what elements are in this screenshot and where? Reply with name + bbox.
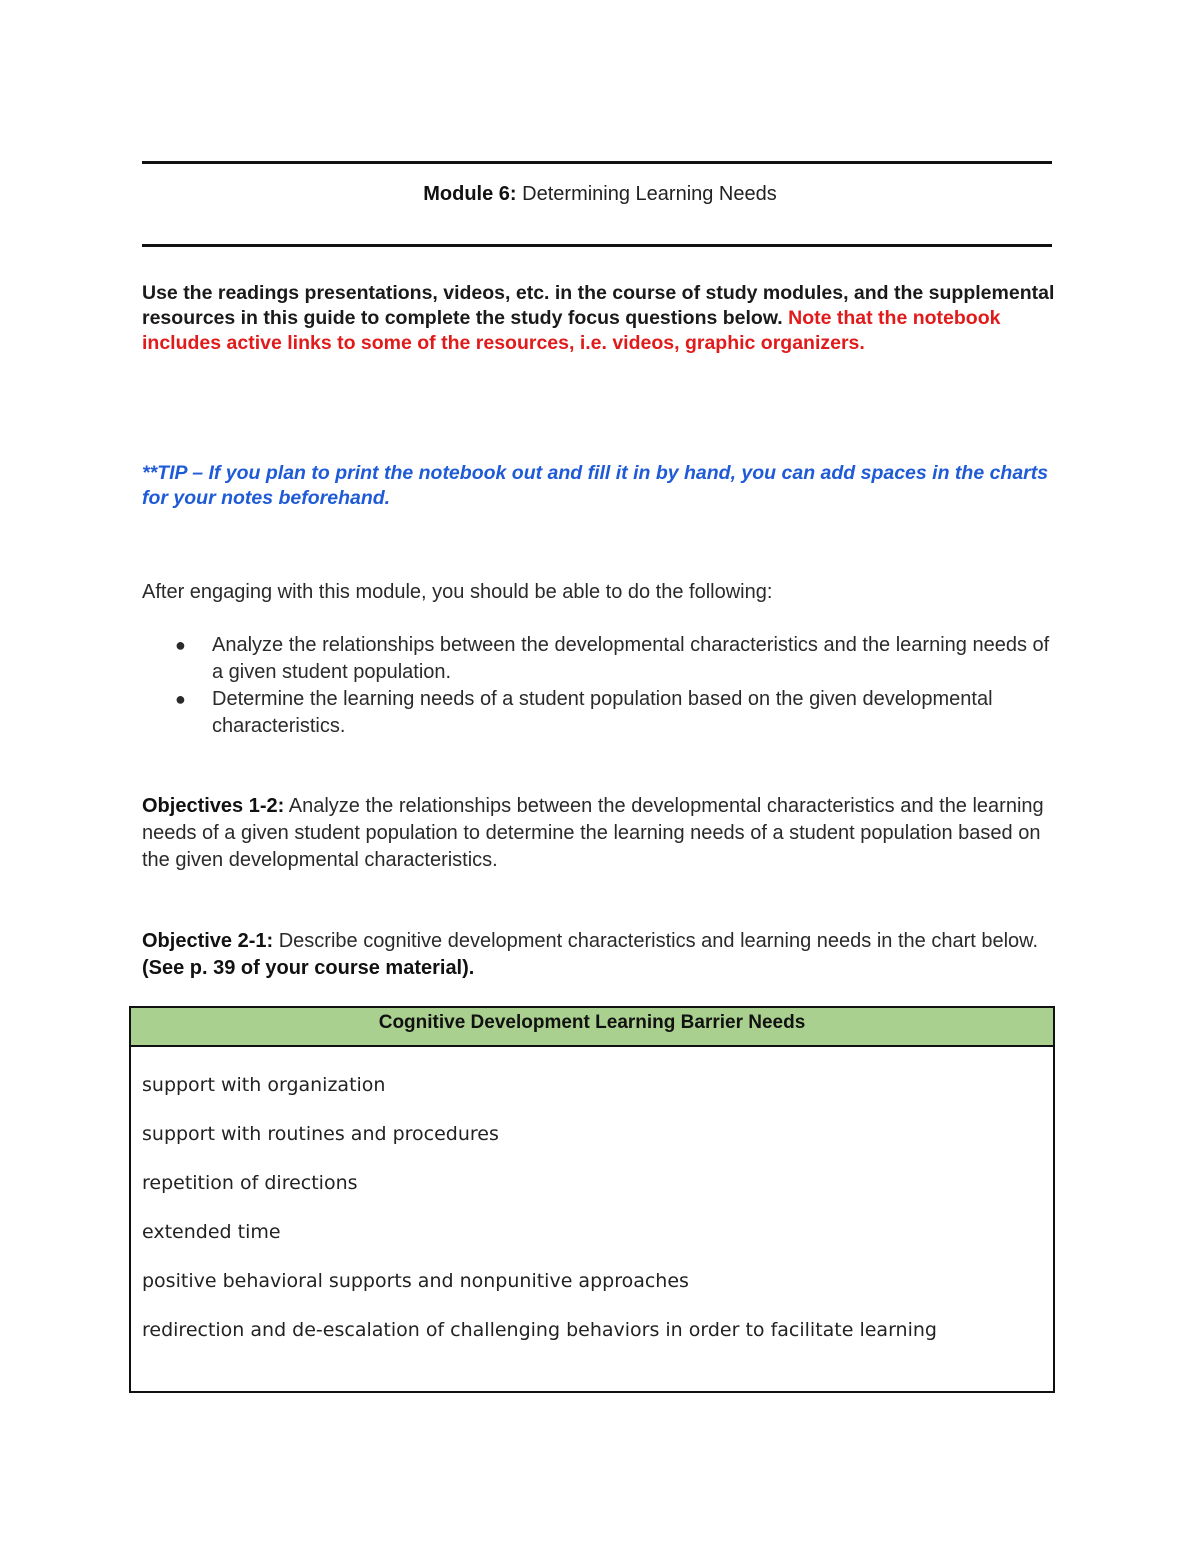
table-row: support with organization: [142, 1074, 386, 1096]
bottom-rule: [142, 244, 1052, 247]
list-item-text: Determine the learning needs of a student population based on the given developmental characteristics.: [212, 688, 993, 737]
module-label: Module 6:: [423, 183, 517, 205]
instructions-paragraph: [142, 281, 1057, 356]
objective-2-1-reference: (See p. 39 of your course material).: [142, 957, 475, 979]
learning-needs-table: [129, 1006, 1055, 1393]
objectives-list: [142, 632, 1062, 740]
top-rule: [142, 161, 1052, 164]
objective-2-1-label: Objective 2-1:: [142, 930, 274, 952]
tip-paragraph: **TIP – If you plan to print the notebook out and fill it in by hand, you can add spaces in the charts for your notes beforehand.: [142, 462, 1049, 509]
objectives-intro: After engaging with this module, you should be able to do the following:: [142, 581, 773, 603]
objective-2-1-paragraph: [142, 928, 1057, 982]
table-cell: [131, 1047, 1053, 1344]
instructions-text: Use the readings presentations, videos, etc. in the course of study modules, and the supplemental resources in this guide to complete the study focus questions below.: [142, 282, 1055, 329]
table-row: extended time: [142, 1221, 281, 1243]
objectives-1-2-text: Analyze the relationships between the developmental characteristics and the learning needs of a given student population to determine the learning needs of a student population based on the given developmental characteristics.: [142, 795, 1044, 871]
table-row: support with routines and procedures: [142, 1123, 499, 1145]
table-header: Cognitive Development Learning Barrier Needs: [131, 1008, 1053, 1047]
objectives-1-2-paragraph: [142, 793, 1057, 874]
page-title: [0, 183, 1200, 206]
table-row: redirection and de-escalation of challenging behaviors in order to facilitate learning: [142, 1319, 937, 1341]
module-title: Determining Learning Needs: [522, 183, 777, 205]
list-item: [142, 632, 1062, 686]
bullet-icon: ●: [175, 689, 186, 709]
table-row: repetition of directions: [142, 1172, 358, 1194]
table-row: positive behavioral supports and nonpunitive approaches: [142, 1270, 689, 1292]
resources-note: Note that the notebook includes active links to some of the resources, i.e. videos, graphic organizers.: [142, 307, 1001, 354]
list-item: [142, 686, 1062, 740]
list-item-text: Analyze the relationships between the developmental characteristics and the learning needs of a given student population.: [212, 634, 1050, 683]
objectives-1-2-label: Objectives 1-2:: [142, 795, 285, 817]
objective-2-1-text: Describe cognitive development characteristics and learning needs in the chart below.: [278, 930, 1039, 952]
bullet-icon: ●: [175, 635, 186, 655]
